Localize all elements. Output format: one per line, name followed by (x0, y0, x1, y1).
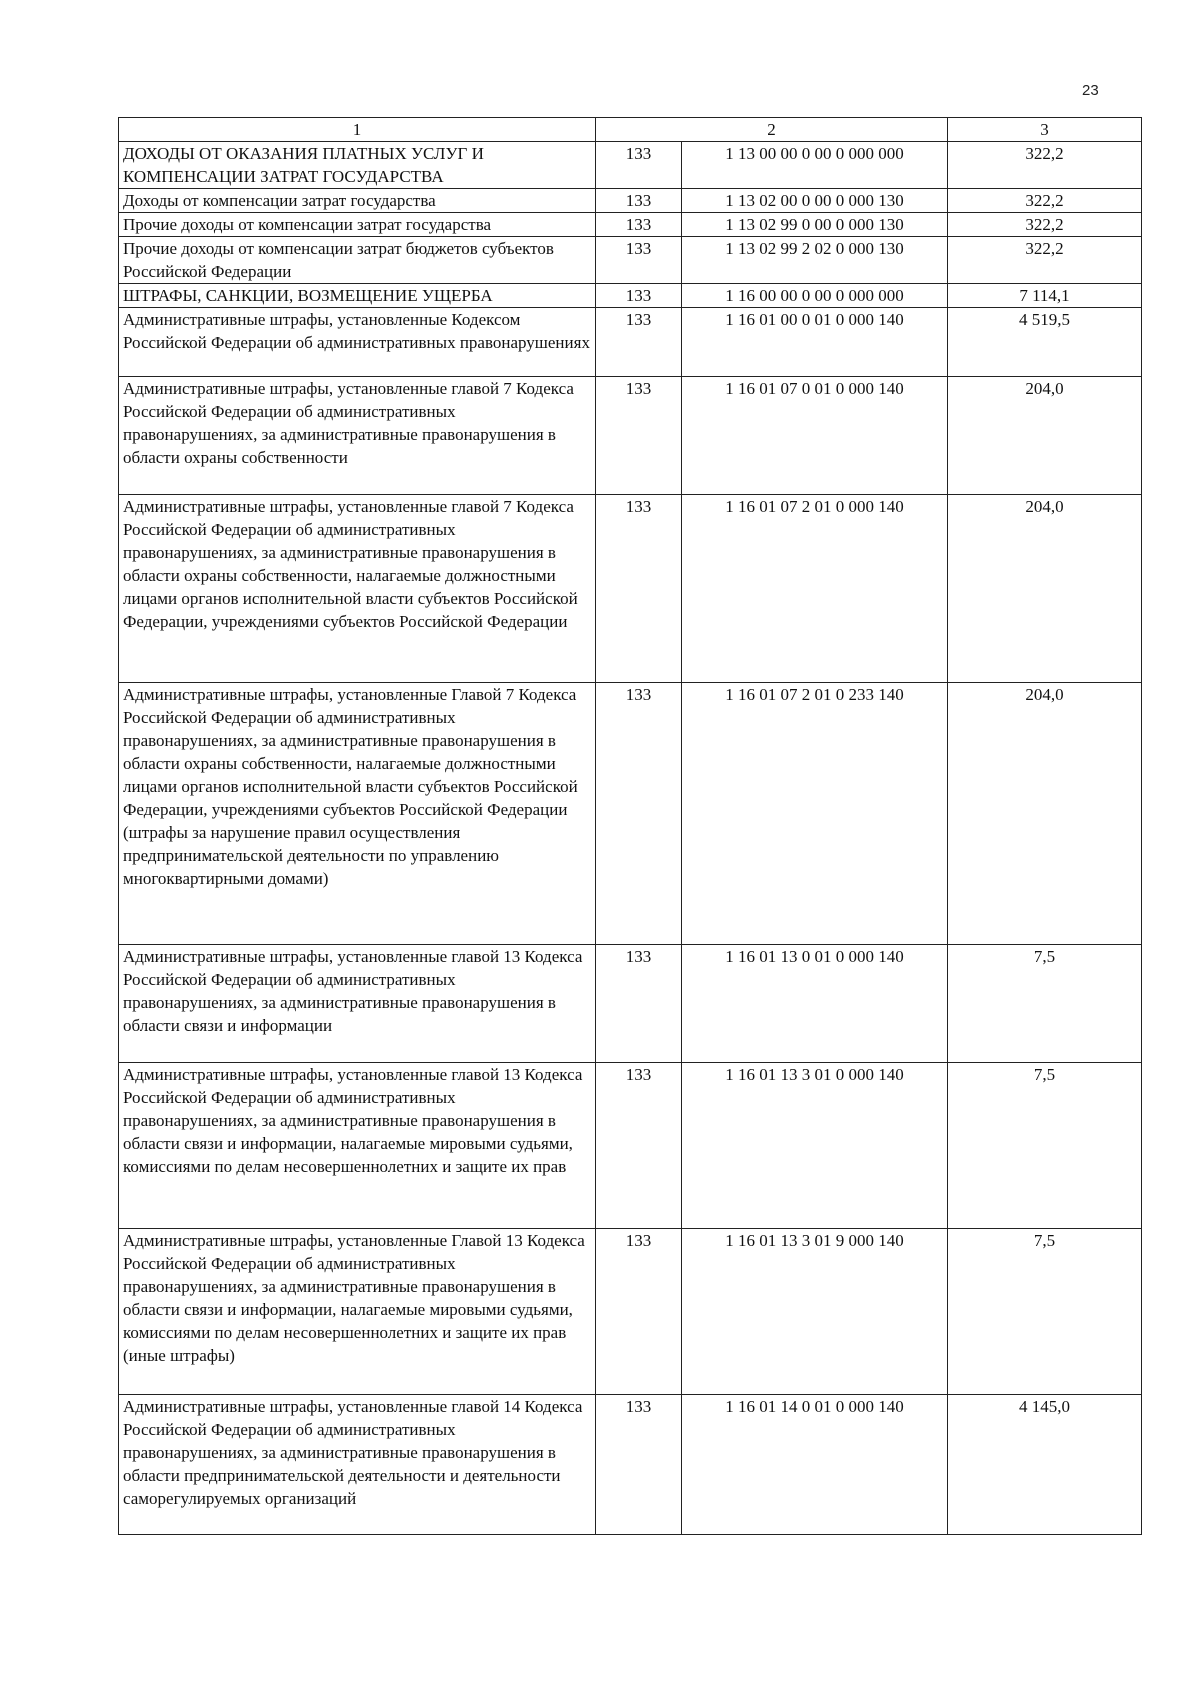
budget-classification-code: 1 16 00 00 0 00 0 000 000 (682, 284, 948, 308)
amount: 7 114,1 (948, 284, 1142, 308)
amount: 7,5 (948, 1063, 1142, 1229)
table-row (119, 189, 1142, 213)
revenue-name: Административные штрафы, установленные главой 13 Кодекса Российской Федерации об административных правонарушениях, за административные правонарушения в области связи и информации, налагаемые мировыми судьями, комиссиями по делам несовершеннолетних и защите их прав (119, 1063, 596, 1229)
amount: 204,0 (948, 377, 1142, 495)
budget-classification-code: 1 16 01 07 2 01 0 233 140 (682, 683, 948, 945)
amount: 4 519,5 (948, 308, 1142, 377)
admin-code: 133 (596, 1063, 682, 1229)
amount: 204,0 (948, 683, 1142, 945)
budget-classification-code: 1 16 01 13 0 01 0 000 140 (682, 945, 948, 1063)
admin-code: 133 (596, 213, 682, 237)
table-row (119, 495, 1142, 683)
admin-code: 133 (596, 142, 682, 189)
revenue-name: Доходы от компенсации затрат государства (119, 189, 596, 213)
table-row (119, 683, 1142, 945)
admin-code: 133 (596, 945, 682, 1063)
amount: 204,0 (948, 495, 1142, 683)
table-row (119, 1395, 1142, 1535)
admin-code: 133 (596, 1229, 682, 1395)
admin-code: 133 (596, 683, 682, 945)
revenue-name: Административные штрафы, установленные Главой 13 Кодекса Российской Федерации об административных правонарушениях, за административные правонарушения в области связи и информации, налагаемые мировыми судьями, комиссиями по делам несовершеннолетних и защите их прав (иные штрафы) (119, 1229, 596, 1395)
revenue-name: ДОХОДЫ ОТ ОКАЗАНИЯ ПЛАТНЫХ УСЛУГ И КОМПЕНСАЦИИ ЗАТРАТ ГОСУДАРСТВА (119, 142, 596, 189)
amount: 322,2 (948, 237, 1142, 284)
revenue-name: Административные штрафы, установленные главой 7 Кодекса Российской Федерации об административных правонарушениях, за административные правонарушения в области охраны собственности, налагаемые должностными лицами органов исполнительной власти субъектов Российской Федерации, учреждениями субъектов Российской Федерации (119, 495, 596, 683)
table-row (119, 308, 1142, 377)
admin-code: 133 (596, 237, 682, 284)
table-row (119, 1229, 1142, 1395)
budget-revenue-table (118, 117, 1142, 1535)
amount: 7,5 (948, 1229, 1142, 1395)
admin-code: 133 (596, 1395, 682, 1535)
revenue-name: Административные штрафы, установленные главой 7 Кодекса Российской Федерации об административных правонарушениях, за административные правонарушения в области охраны собственности (119, 377, 596, 495)
revenue-name: Прочие доходы от компенсации затрат государства (119, 213, 596, 237)
amount: 7,5 (948, 945, 1142, 1063)
admin-code: 133 (596, 377, 682, 495)
amount: 322,2 (948, 189, 1142, 213)
revenue-name: Административные штрафы, установленные главой 13 Кодекса Российской Федерации об административных правонарушениях, за административные правонарушения в области связи и информации (119, 945, 596, 1063)
table-row (119, 377, 1142, 495)
table-row (119, 142, 1142, 189)
revenue-name: Административные штрафы, установленные Главой 7 Кодекса Российской Федерации об административных правонарушениях, за административные правонарушения в области охраны собственности, налагаемые должностными лицами органов исполнительной власти субъектов Российской Федерации, учреждениями субъектов Российской Федерации (штрафы за нарушение правил осуществления предпринимательской деятельности по управлению многоквартирными домами) (119, 683, 596, 945)
budget-classification-code: 1 16 01 07 0 01 0 000 140 (682, 377, 948, 495)
table-row (119, 945, 1142, 1063)
budget-classification-code: 1 16 01 13 3 01 0 000 140 (682, 1063, 948, 1229)
admin-code: 133 (596, 284, 682, 308)
table-row (119, 1063, 1142, 1229)
budget-classification-code: 1 16 01 14 0 01 0 000 140 (682, 1395, 948, 1535)
column-number-1: 1 (119, 118, 596, 142)
table-row (119, 284, 1142, 308)
page-number: 23 (1082, 82, 1099, 99)
budget-classification-code: 1 13 02 99 2 02 0 000 130 (682, 237, 948, 284)
table-row (119, 237, 1142, 284)
revenue-name: Прочие доходы от компенсации затрат бюджетов субъектов Российской Федерации (119, 237, 596, 284)
budget-classification-code: 1 16 01 00 0 01 0 000 140 (682, 308, 948, 377)
budget-classification-code: 1 13 02 99 0 00 0 000 130 (682, 213, 948, 237)
budget-classification-code: 1 16 01 07 2 01 0 000 140 (682, 495, 948, 683)
revenue-name: ШТРАФЫ, САНКЦИИ, ВОЗМЕЩЕНИЕ УЩЕРБА (119, 284, 596, 308)
table-row (119, 213, 1142, 237)
admin-code: 133 (596, 189, 682, 213)
admin-code: 133 (596, 308, 682, 377)
admin-code: 133 (596, 495, 682, 683)
revenue-name: Административные штрафы, установленные Кодексом Российской Федерации об административных правонарушениях (119, 308, 596, 377)
revenue-name: Административные штрафы, установленные главой 14 Кодекса Российской Федерации об административных правонарушениях, за административные правонарушения в области предпринимательской деятельности и деятельности саморегулируемых организаций (119, 1395, 596, 1535)
amount: 322,2 (948, 213, 1142, 237)
budget-classification-code: 1 13 00 00 0 00 0 000 000 (682, 142, 948, 189)
amount: 322,2 (948, 142, 1142, 189)
column-number-row (119, 118, 1142, 142)
budget-classification-code: 1 16 01 13 3 01 9 000 140 (682, 1229, 948, 1395)
column-number-3: 3 (948, 118, 1142, 142)
budget-classification-code: 1 13 02 00 0 00 0 000 130 (682, 189, 948, 213)
column-number-2: 2 (596, 118, 948, 142)
amount: 4 145,0 (948, 1395, 1142, 1535)
